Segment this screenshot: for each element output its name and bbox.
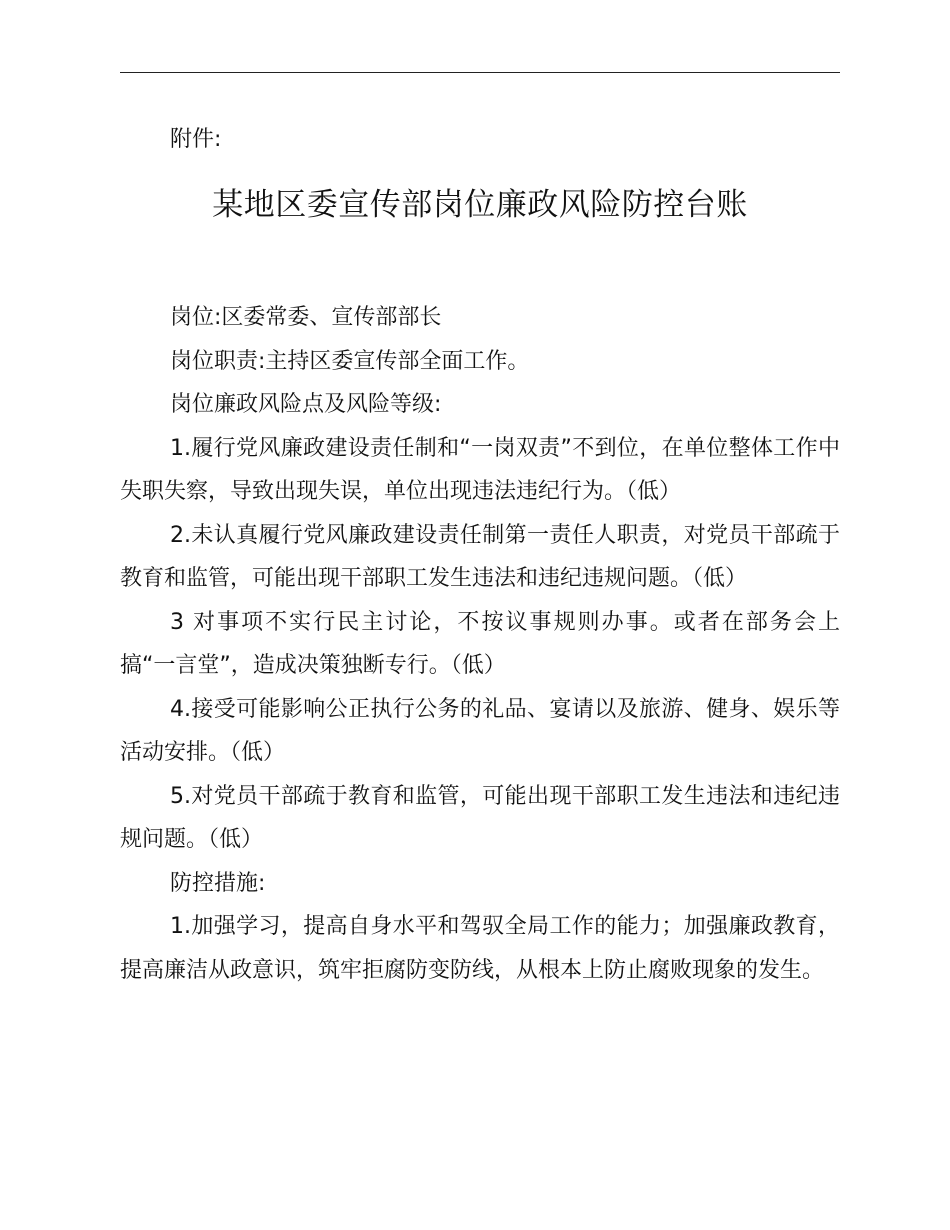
attachment-label: 附件: — [170, 127, 222, 152]
document-text — [120, 296, 840, 992]
risk-item-1: 1.履行党风廉政建设责任制和“一岗双责”不到位，在单位整体工作中失职失察，导致出现失误，单位出现违法违纪行为。（低） — [120, 435, 840, 504]
measure-item-1: 1.加强学习，提高自身水平和驾驭全局工作的能力；加强廉政教育，提高廉洁从政意识，筑牢拒腐防变防线，从根本上防止腐败现象的发生。 — [120, 914, 840, 983]
risk-item-2: 2.未认真履行党风廉政建设责任制第一责任人职责，对党员干部疏于教育和监管，可能出现干部职工发生违法和违纪违规问题。（低） — [120, 522, 840, 591]
document-body — [120, 118, 840, 992]
document-title: 某地区委宣传部岗位廉政风险防控台账 — [212, 187, 748, 223]
risk-item-5: 5.对党员干部疏于教育和监管，可能出现干部职工发生违法和违纪违规问题。（低） — [120, 783, 840, 852]
duties-line: 岗位职责:主持区委宣传部全面工作。 — [170, 348, 530, 374]
risk-heading: 岗位廉政风险点及风险等级: — [170, 392, 442, 417]
post-line: 岗位:区委常委、宣传部部长 — [170, 305, 442, 330]
measures-heading: 防控措施: — [170, 870, 266, 896]
header-rule — [120, 72, 840, 73]
risk-item-4: 4.接受可能影响公正执行公务的礼品、宴请以及旅游、健身、娱乐等活动安排。（低） — [120, 696, 840, 765]
risk-item-3: 3 对事项不实行民主讨论，不按议事规则办事。或者在部务会上搞“一言堂”，造成决策独断专行。（低） — [120, 609, 840, 678]
